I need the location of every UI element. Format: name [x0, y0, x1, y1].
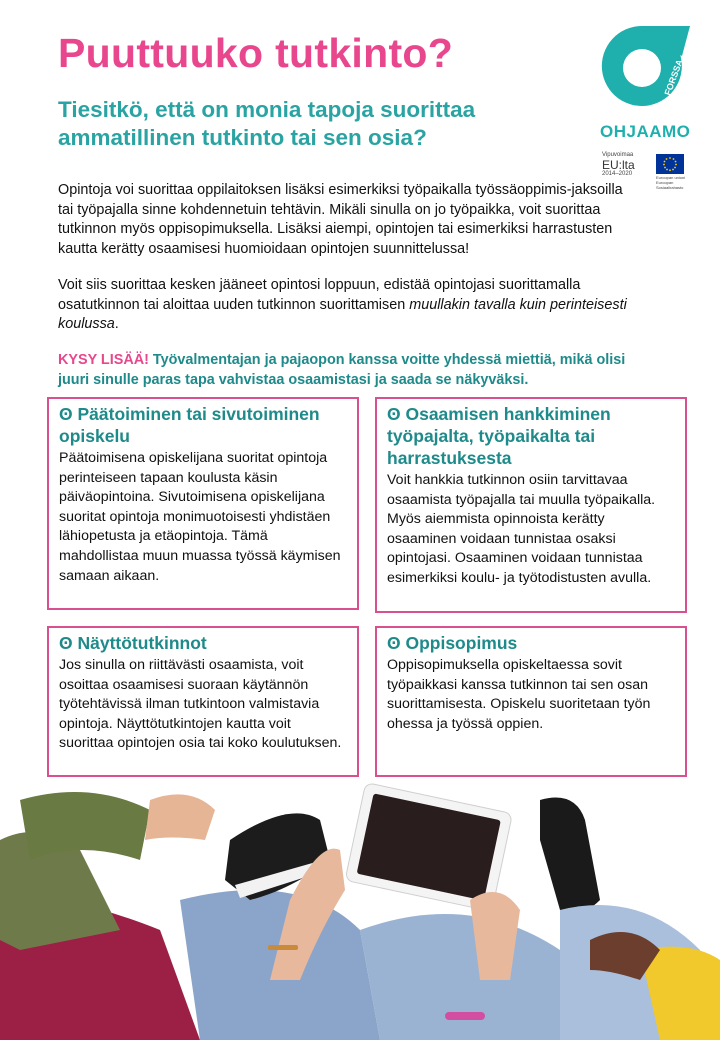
info-box-text: Päätoimisena opiskelijana suoritat opintoja perinteiseen tapaan koulusta käsin päiväopintoina. Sivutoimisena opiskelijana suoritat opintoja monimuotoisesti yhdistäen lähiopetusta ja etäopintoja. Tämä mahdollistaa muun muassa työssä käymisen samaan aikaan.: [59, 450, 341, 584]
page-title: Puuttuuko tutkinto?: [58, 30, 454, 76]
intro-paragraph-2: [58, 276, 638, 335]
eu-flag-icon: [656, 154, 684, 174]
ask-more-text: Työvalmentajan ja pajaopon kanssa voitte yhdessä miettiä, mikä olisi juuri sinulle paras tapa vahvistaa osaamistasi ja saada se näkyväksi.: [58, 352, 626, 388]
info-box-text: Voit hankkia tutkinnon osiin tarvittavaa osaamista työpajalla tai muulla työpaikalla. Myös aiemmista opinnoista kerätty osaaminen voidaan tunnistaa osaksi opintojasi. Osaaminen voidaan tunnistaa esimerkiksi koulu- ja työtodistusten avulla.: [387, 472, 656, 586]
info-box-full-or-part-time: [47, 397, 359, 610]
ask-more-label: KYSY LISÄÄ!: [58, 352, 149, 368]
info-box-title: ʘ Näyttötutkinnot: [59, 633, 207, 653]
info-box-apprenticeship: [375, 626, 687, 777]
eu-years: 2014–2020: [602, 171, 633, 177]
ask-more-paragraph: [58, 351, 638, 390]
intro-paragraph-1: Opintoja voi suorittaa oppilaitoksen lisäksi esimerkiksi työpaikalla työssäoppimis-jaksoilla tai työpajalla sinne kohdennetuin tehtävin. Mikäli sinulla on jo työpaikka, voit suorittaa tutkinnon myös oppisopimuksella. Lisäksi aiempi, opintojen tai esimerkiksi harrastusten kautta kerätty osaamisesi huomioidaan opintojen suunnittelussa!: [58, 182, 623, 257]
logo-wordmark: OHJAAMO: [600, 122, 691, 141]
eu-flag-caption: Euroopan unioni Euroopan Sosiaalirahasto: [656, 175, 686, 190]
info-box-title: ʘ Päätoiminen tai sivutoiminen opiskelu: [59, 404, 320, 446]
page-subtitle: Tiesitkö, että on monia tapoja suorittaa ammatillinen tutkinto tai sen osia?: [58, 97, 476, 150]
info-box-title: ʘ Oppisopimus: [387, 633, 518, 653]
info-box-text: Jos sinulla on riittävästi osaamista, voit osoittaa osaamisesi suoraan käytännön työtehtävissä ilman tutkintoon valmistavia opintoja. Näyttötutkintojen kautta voit suorittaa opintojen osia tai koko koulutuksen.: [59, 657, 342, 752]
info-box-competence-tests: [47, 626, 359, 777]
eu-leverage-text: [602, 152, 646, 178]
eu-big-label: EU:lta: [602, 158, 635, 172]
intro-paragraph-2-end: .: [114, 316, 119, 333]
students-photo-illustration: [0, 780, 720, 1040]
info-box-title: ʘ Osaamisen hankkiminen työpajalta, työpaikalta tai harrastuksesta: [387, 404, 611, 468]
eu-small-label: Vipuvoimaa: [602, 152, 634, 158]
info-box-text: Oppisopimuksella opiskeltaessa sovit työpaikkasi kanssa tutkinnon tai sen osan suorittamisesta. Opiskelu suoritetaan työn ohessa ja työssä oppien.: [387, 657, 651, 732]
logo-ring-text: FORSSA: [662, 58, 685, 97]
info-box-workshop-learning: [375, 397, 687, 613]
intro-paragraph-2-start: Voit siis suorittaa kesken jääneet opintosi loppuun, edistää opintojasi suorittamalla osatutkinnon tai aloittaa uuden tutkinnon suorittamisen: [58, 277, 581, 313]
intro-paragraph-2-italic: muullakin tavalla kuin perinteisesti koulussa: [58, 296, 627, 333]
